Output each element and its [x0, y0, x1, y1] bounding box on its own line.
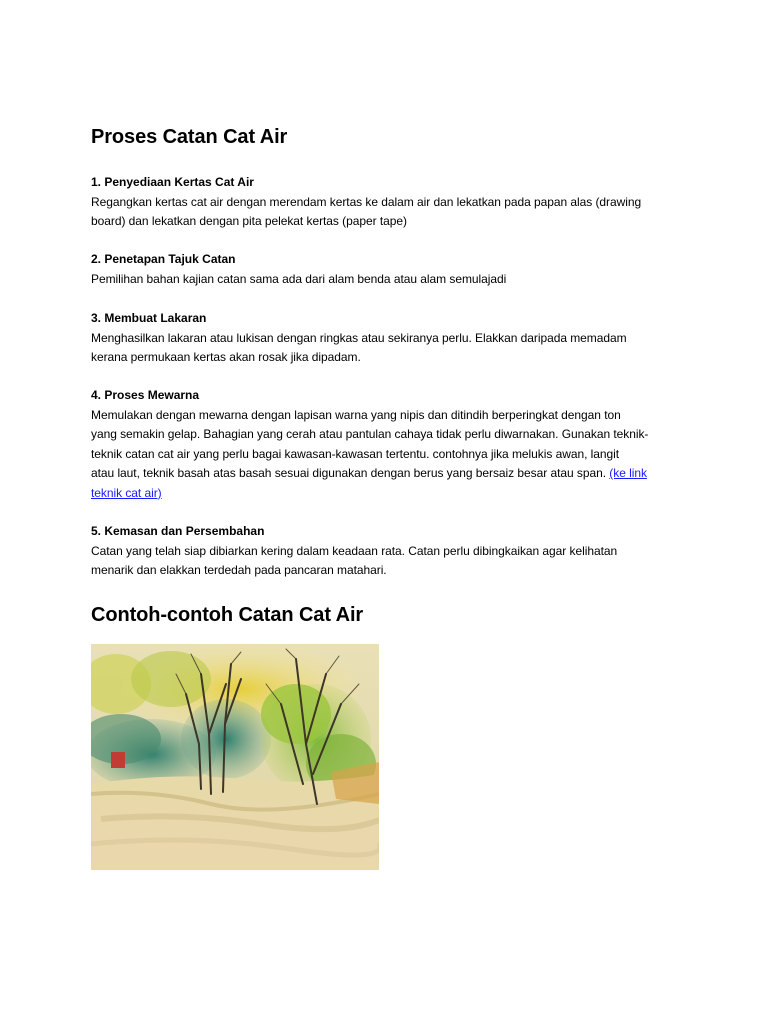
body-line: menarik dan elakkan terdedah pada pancaran matahari. — [91, 563, 387, 577]
section-kemasan-persembahan — [91, 522, 681, 581]
section-heading: 3. Membuat Lakaran — [91, 311, 207, 325]
section-proses-mewarna — [91, 386, 681, 503]
section-membuat-lakaran — [91, 309, 681, 368]
body-line: Catan yang telah siap dibiarkan kering dalam keadaan rata. Catan perlu dibingkaikan agar kelihatan — [91, 543, 618, 558]
body-line: Regangkan kertas cat air dengan merendam kertas ke dalam air dan lekatkan pada papan alas (drawing — [91, 194, 642, 209]
body-line: board) dan lekatkan dengan pita pelekat kertas (paper tape) — [91, 214, 407, 228]
body-line: Menghasilkan lakaran atau lukisan dengan ringkas atau sekiranya perlu. Elakkan daripada memadam — [91, 330, 627, 345]
section-heading: 2. Penetapan Tajuk Catan — [91, 252, 236, 266]
teknik-cat-air-link-continued[interactable]: teknik cat air) — [91, 485, 162, 500]
section-body — [91, 542, 681, 581]
section-body — [91, 193, 681, 232]
body-line: Pemilihan bahan kajian catan sama ada dari alam benda atau alam semulajadi — [91, 271, 507, 286]
body-line — [91, 484, 681, 504]
body-line: teknik catan cat air yang perlu bagai kawasan-kawasan tertentu. contohnya jika melukis awan, langit — [91, 446, 620, 461]
section-penyediaan-kertas — [91, 173, 681, 232]
examples-title: Contoh-contoh Catan Cat Air — [91, 604, 364, 626]
section-body — [91, 270, 681, 290]
teknik-cat-air-link[interactable]: (ke link — [609, 466, 647, 480]
body-text: atau laut, teknik basah atas basah sesuai digunakan dengan berus yang bersaiz besar atau span. — [91, 466, 610, 480]
section-penetapan-tajuk — [91, 250, 681, 289]
section-heading: 5. Kemasan dan Persembahan — [91, 524, 265, 538]
body-line: kerana permukaan kertas akan rosak jika dipadam. — [91, 350, 361, 364]
body-line: Memulakan dengan mewarna dengan lapisan warna yang nipis dan ditindih berperingkat dengan ton — [91, 407, 621, 422]
page-title: Proses Catan Cat Air — [91, 126, 288, 148]
section-body — [91, 329, 681, 368]
body-line: yang semakin gelap. Bahagian yang cerah atau pantulan cahaya tidak perlu diwarnakan. Gunakan teknik- — [91, 427, 649, 441]
section-body — [91, 406, 681, 504]
section-heading: 4. Proses Mewarna — [91, 388, 200, 402]
body-line-with-link — [91, 464, 681, 484]
section-heading: 1. Penyediaan Kertas Cat Air — [91, 175, 254, 189]
watercolor-painting-image — [91, 644, 379, 870]
